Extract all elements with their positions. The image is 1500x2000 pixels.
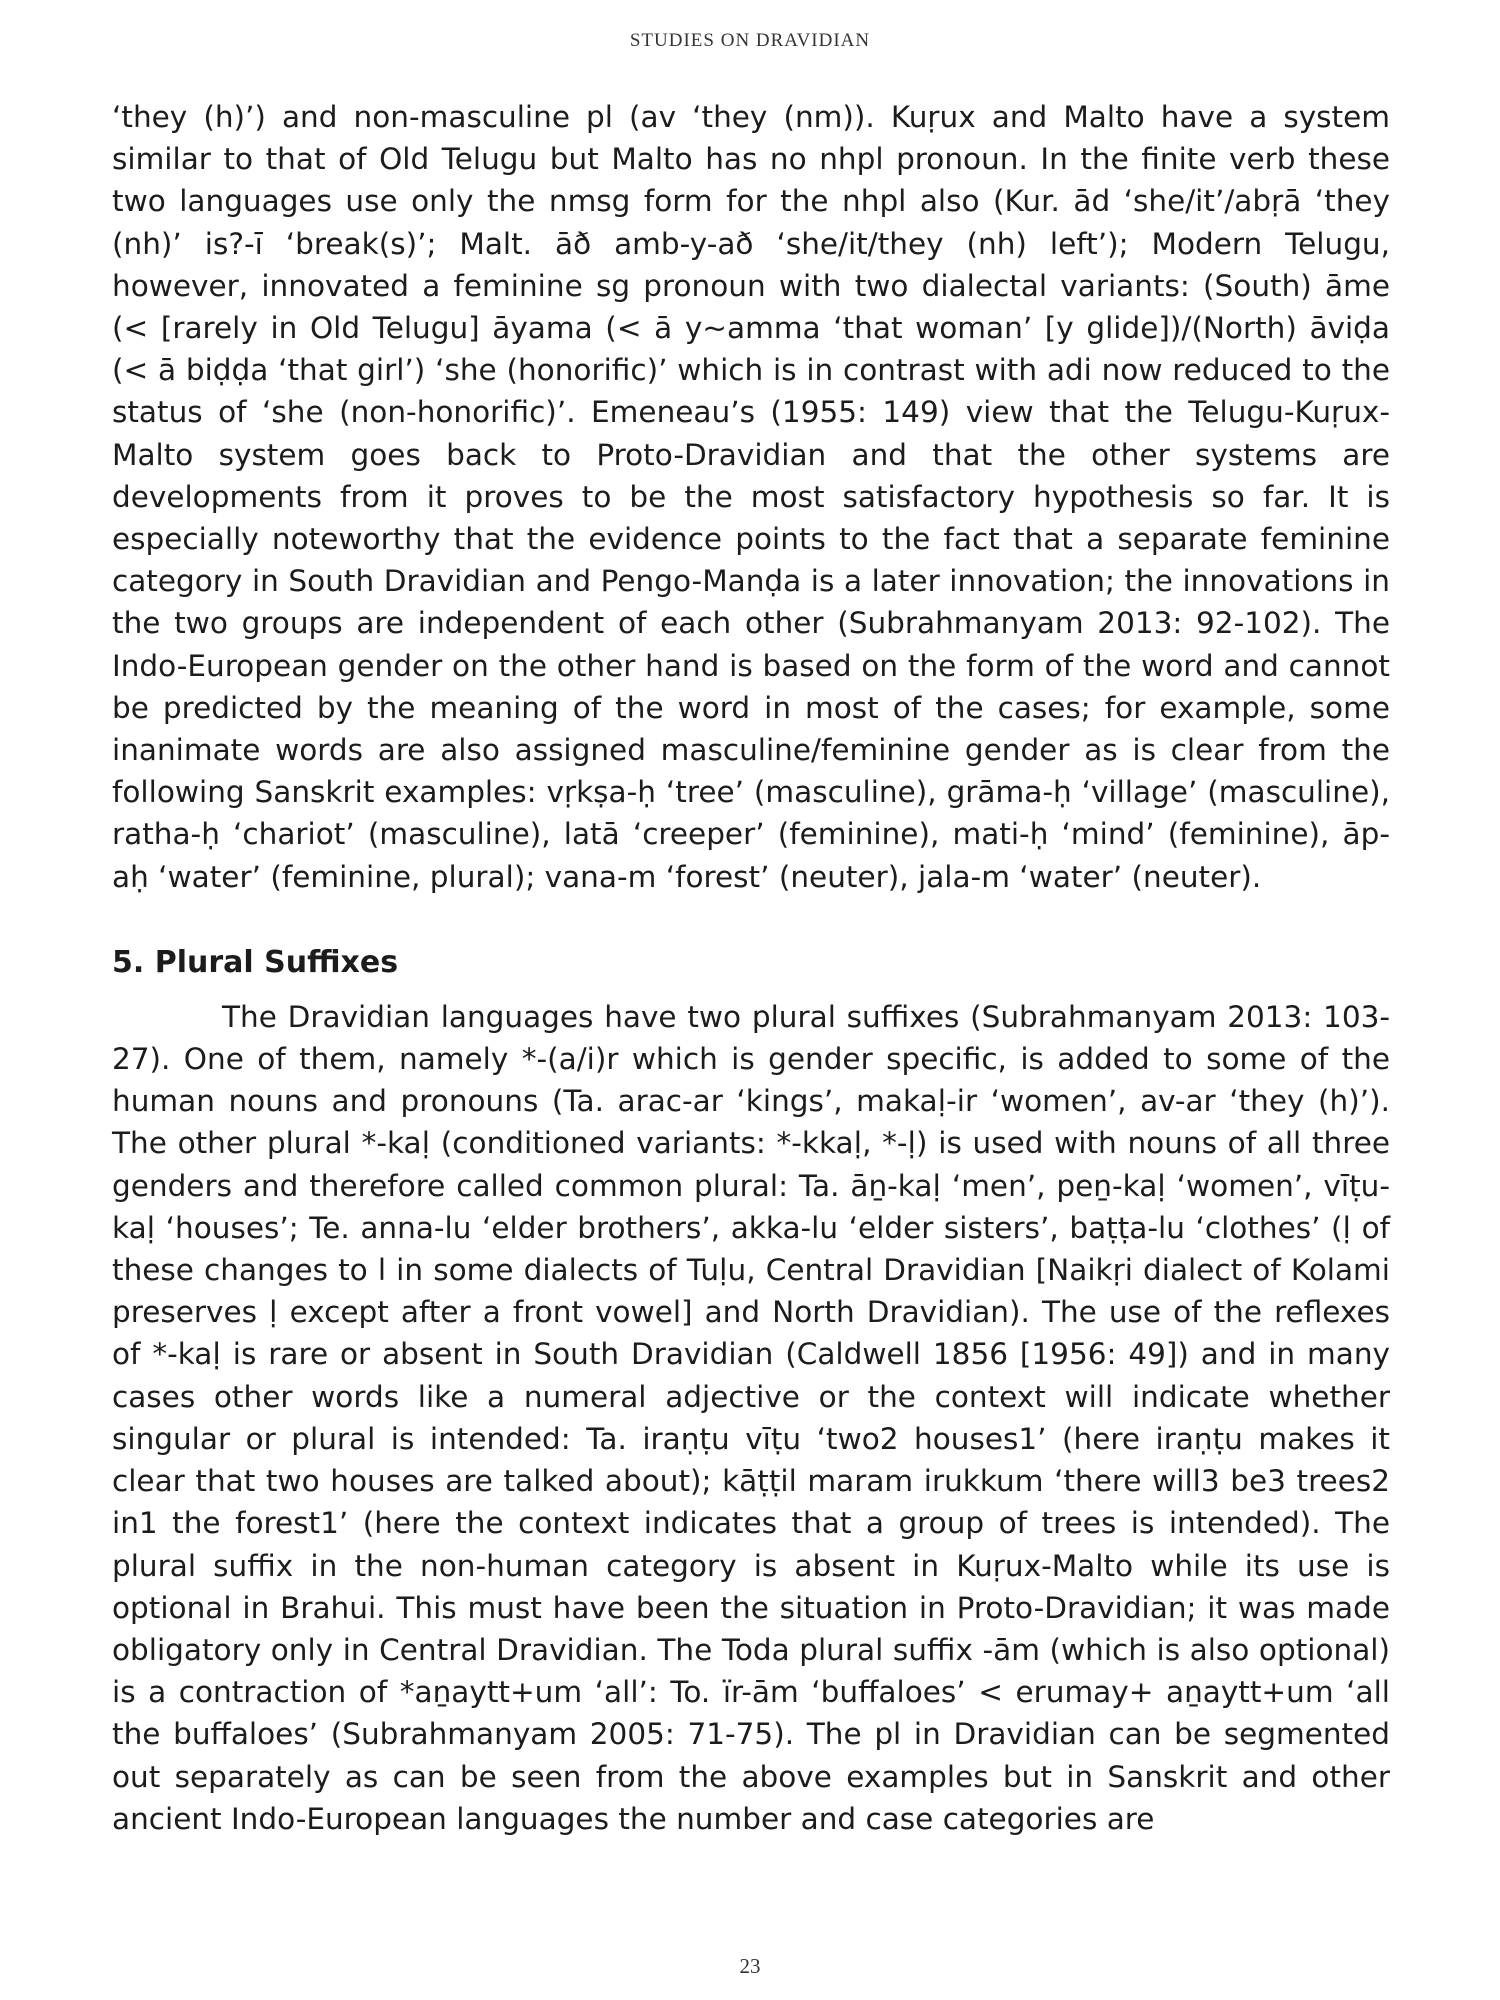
paragraph-plural-suffixes: The Dravidian languages have two plural suffixes (Subrahmanyam 2013: 103-27). One of them, namely *-(a/i)r which is gender specific, is added to some of the human nouns and pronouns (Ta. arac-ar ‘kings’, makaḷ-ir ‘women’, av-ar ‘they (h)’). The other plural *-kaḷ (conditioned variants: *-kkaḷ, *-ḷ) is used with nouns of all three genders and therefore called common plural: Ta. āṉ-kaḷ ‘men’, peṉ-kaḷ ‘women’, vīṭu-kaḷ ‘houses’; Te. anna-lu ‘elder brothers’, akka-lu ‘elder sisters’, baṭṭa-lu ‘clothes’ (ḷ of these changes to l in some dialects of Tuḷu, Central Dravidian [Naikṛi dialect of Kolami preserves ḷ except after a front vowel] and North Dravidian). The use of the reflexes of *-kaḷ is rare or absent in South Dravidian (Caldwell 1856 [1956: 49]) and in many cases other words like a numeral adjective or the context will indicate whether singular or plural is intended: Ta. iraṇṭu vīṭu ‘two2 houses1’ (here iraṇṭu makes it clear that two houses are talked about); kāṭṭil maram irukkum ‘there will3 be3 trees2 in1 the forest1’ (here the context indicates that a group of trees is intended). The plural suffix in the non-human category is absent in Kuṛux-Malto while its use is optional in Brahui. This must have been the situation in Proto-Dravidian; it was made obligatory only in Central Dravidian. The Toda plural suffix -ām (which is also optional) is a contraction of *aṉaytt+um ‘all’: To. ïr-ām ‘buffaloes’ < erumay+ aṉaytt+um ‘all the buffaloes’ (Subrahmanyam 2005: 71-75). The pl in Dravidian can be segmented out separately as can be seen from the above examples but in Sanskrit and other ancient Indo-European languages the number and case categories are bbox=[112, 999, 1390, 1836]
body-text bbox=[112, 96, 1390, 1840]
section-heading-plural-suffixes: 5. Plural Suffixes bbox=[112, 944, 399, 980]
page-number: 23 bbox=[739, 1954, 761, 1978]
paragraph-gender-systems: ‘they (h)’) and non-masculine pl (av ‘they (nm)). Kuṛux and Malto have a system similar to that of Old Telugu but Malto has no nhpl pronoun. In the finite verb these two languages use only the nmsg form for the nhpl also (Kur. ād ‘she/it’/abṛā ‘they (nh)’ is?-ī ‘break(s)’; Malt. āð amb-y-að ‘she/it/they (nh) left’); Modern Telugu, however, innovated a feminine sg pronoun with two dialectal variants: (South) āme (< [rarely in Old Telugu] āyama (< ā y~amma ‘that woman’ [y glide])/(North) āviḍa (< ā biḍḍa ‘that girl’) ‘she (honorific)’ which is in contrast with adi now reduced to the status of ‘she (non-honorific)’. Emeneau’s (1955: 149) view that the Telugu-Kuṛux-Malto system goes back to Proto-Dravidian and that the other systems are developments from it proves to be the most satisfactory hypothesis so far. It is especially noteworthy that the evidence points to the fact that a separate feminine category in South Dravidian and Pengo-Manḍa is a later innovation; the innovations in the two groups are independent of each other (Subrahmanyam 2013: 92-102). The Indo-European gender on the other hand is based on the form of the word and cannot be predicted by the meaning of the word in most of the cases; for example, some inanimate words are also assigned masculine/feminine gender as is clear from the following Sanskrit examples: vṛkṣa-ḥ ‘tree’ (masculine), grāma-ḥ ‘village’ (masculine), ratha-ḥ ‘chariot’ (masculine), latā ‘creeper’ (feminine), mati-ḥ ‘mind’ (feminine), āp-aḥ ‘water’ (feminine, plural); vana-m ‘forest’ (neuter), jala-m ‘water’ (neuter). bbox=[112, 100, 1390, 894]
running-header: STUDIES ON DRAVIDIAN bbox=[629, 30, 871, 51]
